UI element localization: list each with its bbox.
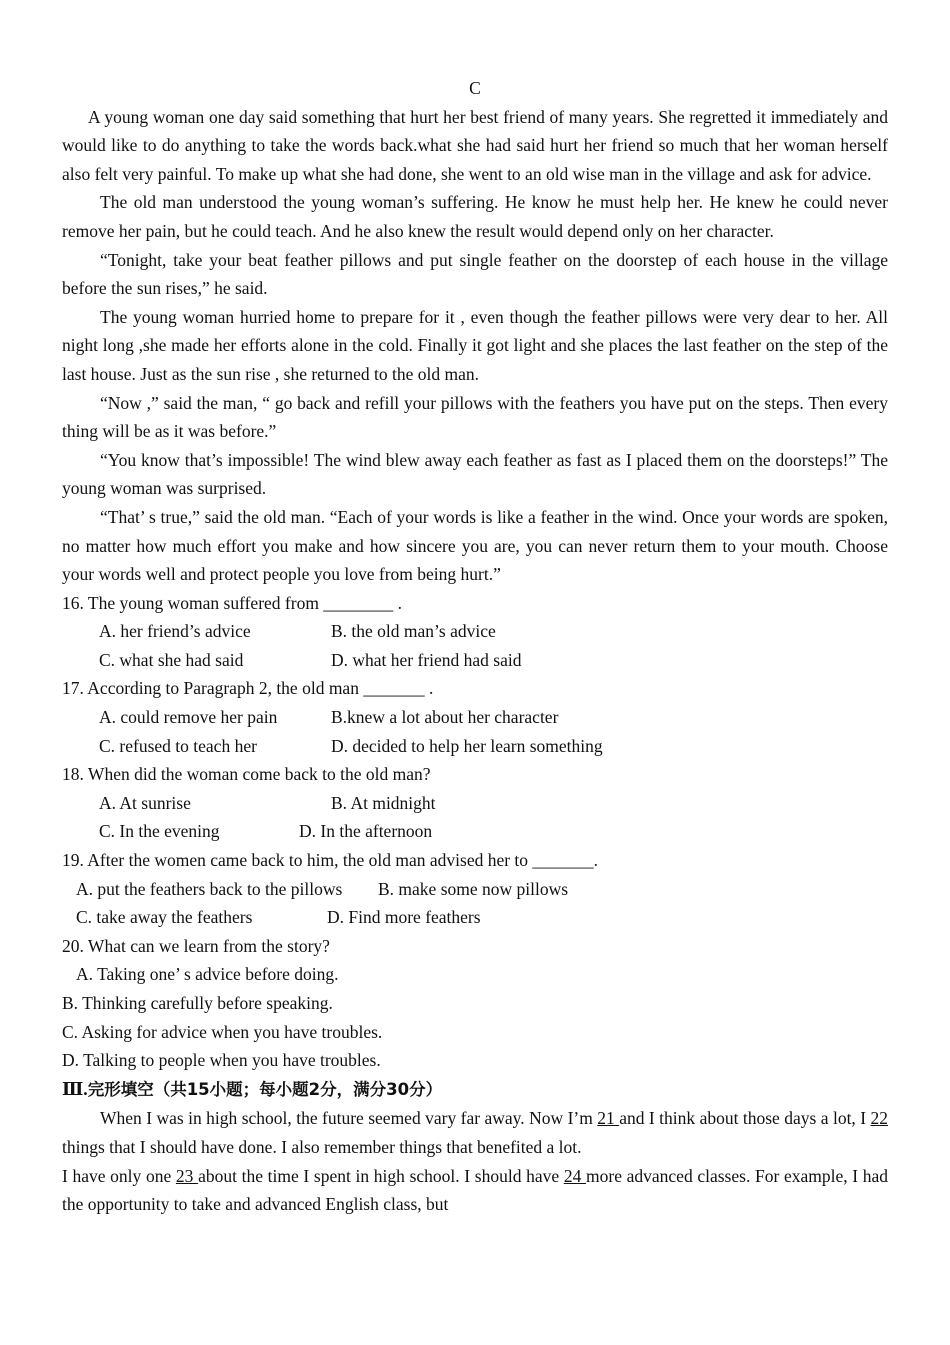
passage-paragraph-6: “You know that’s impossible! The wind blew away each feather as fast as I placed them on the doorsteps!” The young woman was surprised. xyxy=(62,449,888,499)
option-d: D. Find more feathers xyxy=(327,907,481,928)
section-letter: C xyxy=(469,78,481,98)
question-stem: 17. According to Paragraph 2, the old man _______ . xyxy=(62,678,434,699)
option-a: A. Taking one’ s advice before doing. xyxy=(76,964,339,985)
question-17 xyxy=(62,674,888,760)
question-19 xyxy=(62,846,888,932)
cloze-paragraph-2 xyxy=(62,1162,888,1219)
blank-23: 23 xyxy=(175,1165,199,1186)
cloze-paragraph-1 xyxy=(62,1104,888,1161)
option-b: B.knew a lot about her character xyxy=(331,707,559,728)
option-a: A. her friend’s advice xyxy=(99,621,251,642)
option-d: D. In the afternoon xyxy=(299,821,433,842)
section-3-heading xyxy=(62,1075,888,1105)
question-20 xyxy=(62,932,888,1075)
passage-paragraph-1: A young woman one day said something that hurt her best friend of many years. She regretted it immediately and would like to do anything to take the words back.what she had said hurt her friend so much that her woman herself also felt very painful. To make up what she had done, she went to an old wise man in the village and ask for advice. xyxy=(62,106,888,184)
option-a: A. put the feathers back to the pillows xyxy=(76,878,343,899)
option-c: C. Asking for advice when you have troubles. xyxy=(62,1021,383,1042)
option-a: A. could remove her pain xyxy=(99,707,278,728)
question-stem: 19. After the women came back to him, the old man advised her to _______. xyxy=(62,850,599,871)
question-stem: 20. What can we learn from the story? xyxy=(62,935,330,956)
blank-22: 22 xyxy=(870,1108,888,1129)
section-3-roman: Ⅲ. xyxy=(62,1078,88,1099)
passage-paragraph-3: “Tonight, take your beat feather pillows and put single feather on the doorstep of each house in the village before the sun rises,” he said. xyxy=(62,249,888,299)
passage-paragraph-5: “Now ,” said the man, “ go back and refill your pillows with the feathers you have put on the steps. Then every thing will be as it was before.” xyxy=(62,392,888,442)
question-stem: 18. When did the woman come back to the old man? xyxy=(62,764,431,785)
option-c: C. In the evening xyxy=(99,821,220,842)
passage-paragraph-4: The young woman hurried home to prepare for it , even though the feather pillows were very dear to her. All night long ,she made her efforts alone in the cold. Finally it got light and she places the last feather on the step of the last house. Just as the sun rise , she returned to the old man. xyxy=(62,306,888,384)
cloze-text: about the time I spent in high school. I should have xyxy=(198,1165,564,1186)
exam-page xyxy=(62,74,888,1219)
blank-21: 21 xyxy=(597,1108,620,1129)
option-a: A. At sunrise xyxy=(99,792,191,813)
cloze-text: and I think about those days a lot, I xyxy=(619,1108,871,1129)
option-b: B. the old man’s advice xyxy=(331,621,496,642)
section-3-title: 完形填空（共15小题；每小题2分，满分30分） xyxy=(87,1079,443,1099)
blank-24: 24 xyxy=(563,1165,586,1186)
option-d: D. decided to help her learn something xyxy=(331,735,603,756)
option-b: B. make some now pillows xyxy=(378,878,569,899)
option-c: C. refused to teach her xyxy=(99,735,257,756)
option-c: C. what she had said xyxy=(99,649,244,670)
option-b: B. Thinking carefully before speaking. xyxy=(62,993,333,1013)
question-16 xyxy=(62,589,888,675)
cloze-text: I have only one xyxy=(62,1165,176,1186)
option-c: C. take away the feathers xyxy=(76,907,253,928)
cloze-text: more advanced classes. For example, I had the opportunity to take and advanced English class, but xyxy=(62,1165,889,1215)
option-b: B. At midnight xyxy=(331,792,436,813)
cloze-text: things that I should have done. I also remember things that benefited a lot. xyxy=(62,1136,582,1157)
option-d: D. what her friend had said xyxy=(331,649,522,670)
passage-paragraph-7: “That’ s true,” said the old man. “Each of your words is like a feather in the wind. Once your words are spoken, no matter how much effort you make and how sincere you are, you can never return them to your mouth. Choose your words well and protect people you love from being hurt.” xyxy=(62,506,888,585)
passage-paragraph-2: The old man understood the young woman’s suffering. He know he must help her. He knew he could never remove her pain, but he could teach. And he also knew the result would depend only on her character. xyxy=(62,192,888,241)
question-18 xyxy=(62,760,888,846)
question-stem: 16. The young woman suffered from ________ . xyxy=(62,592,403,613)
cloze-text: When I was in high school, the future seemed vary far away. Now I’m xyxy=(100,1108,598,1129)
option-d: D. Talking to people when you have troubles. xyxy=(62,1050,381,1071)
